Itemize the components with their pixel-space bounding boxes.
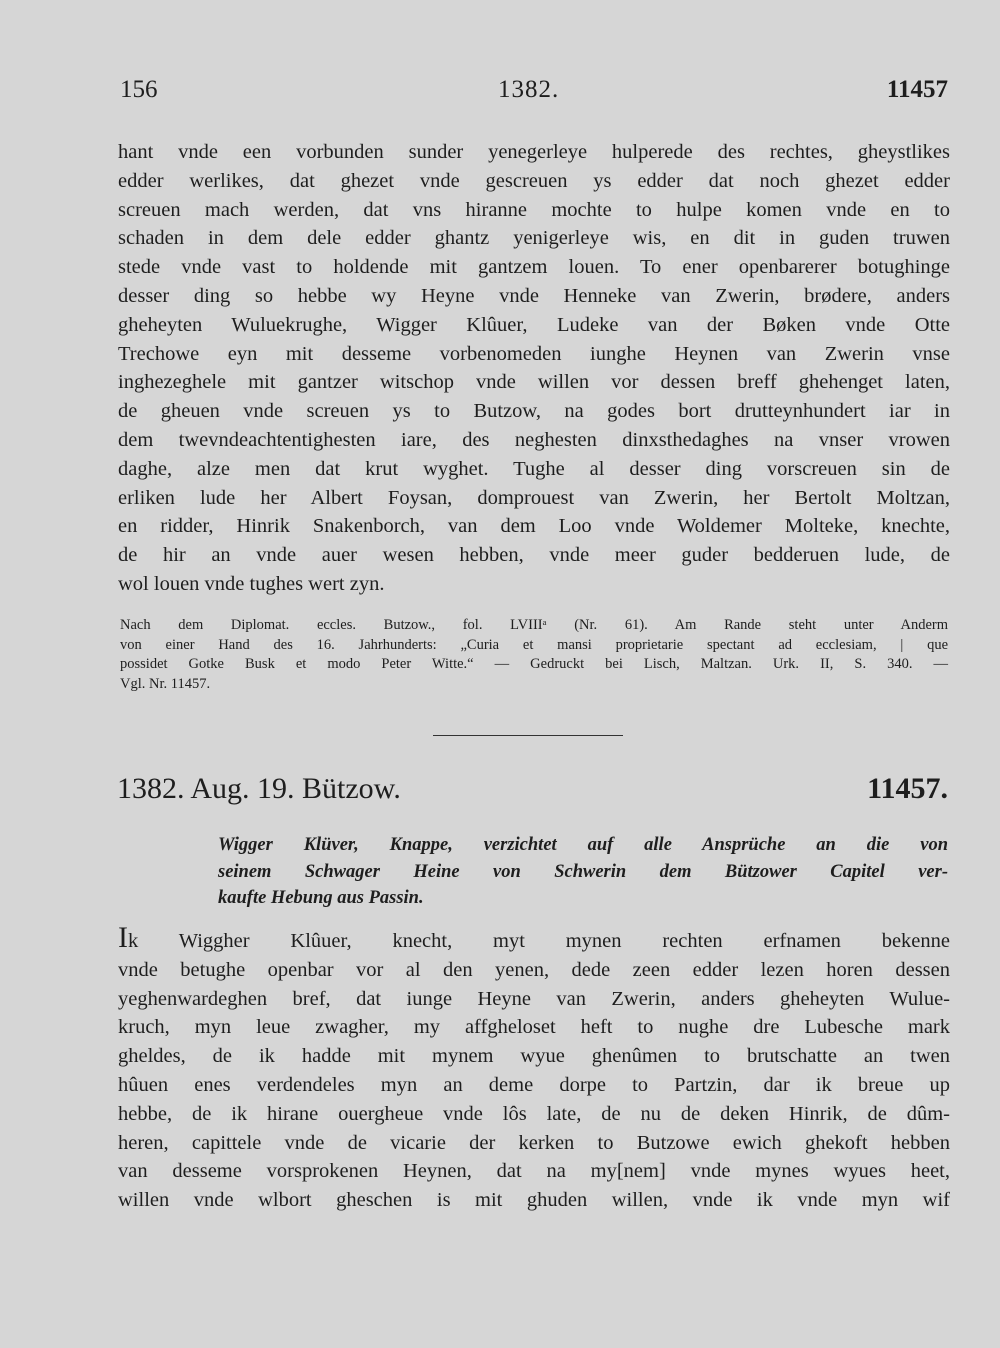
text-line: schaden in dem dele edder ghantz yenigerleye wis, en dit in guden truwen	[118, 227, 950, 250]
entry-text	[118, 921, 950, 1215]
text-line: yeghenwardeghen bref, dat iunge Heyne van Zwerin, anders gheheyten Wulue-	[118, 987, 950, 1010]
text-line: gheheyten Wuluekrughe, Wigger Klûuer, Ludeke van der Bøken vnde Otte	[118, 313, 950, 336]
text-line-first	[118, 921, 950, 956]
text-line: hebbe, de ik hirane ouergheue vnde lôs late, de nu de deken Hinrik, de dûm-	[118, 1102, 950, 1125]
note-line: possidet Gotke Busk et modo Peter Witte.“ — Gedruckt bei Lisch, Maltzan. Urk. II, S. 340. —	[120, 656, 948, 672]
text-line: de gheuen vnde screuen ys to Butzow, na godes bort drutteynhundert iar in	[118, 400, 950, 423]
text-line: dem twevndeachtentighesten iare, des neghesten dinxsthedaghes na vnser vrowen	[118, 428, 950, 451]
section-divider	[433, 735, 623, 736]
header-document-number: 11457	[886, 76, 948, 103]
text-line: en ridder, Hinrik Snakenborch, van dem Loo vnde Woldemer Molteke, knechte,	[118, 515, 950, 538]
text-line: gheldes, de ik hadde mit mynem wyue ghenûmen to brutschatte an twen	[118, 1045, 950, 1068]
source-note	[120, 616, 948, 694]
note-line: Nach dem Diplomat. eccles. Butzow., fol. LVIIIᵃ (Nr. 61). Am Rande steht unter Anderm	[120, 617, 948, 633]
entry-number: 11457.	[867, 772, 948, 805]
text-line: stede vnde vast to holdende mit gantzem louen. To ener openbarerer botughinge	[118, 256, 950, 279]
text-line: erliken lude her Albert Foysan, domprouest van Zwerin, her Bertolt Moltzan,	[118, 486, 950, 509]
text-line: vnde betughe openbar vor al den yenen, dede zeen edder lezen horen dessen	[118, 958, 950, 981]
summary-line: kaufte Hebung aus Passin.	[218, 888, 424, 908]
header-year: 1382.	[498, 76, 560, 103]
text-line: van desseme vorsprokenen Heynen, dat na my[nem] vnde mynes wyues heet,	[118, 1160, 950, 1183]
summary-line: seinem Schwager Heine von Schwerin dem Bützower Capitel ver-	[218, 861, 948, 882]
page-number: 156	[120, 76, 158, 103]
first-line-text: k Wiggher Klûuer, knecht, myt mynen rechten erfnamen bekenne	[128, 930, 950, 952]
text-line: hant vnde een vorbunden sunder yenegerleye hulperede des rechtes, gheystlikes	[118, 141, 950, 163]
text-line: inghezeghele mit gantzer witschop vnde willen vor dessen breff ghehenget laten,	[118, 371, 950, 394]
text-line: kruch, myn leue zwagher, my affgheloset heft to nughe dre Lubesche mark	[118, 1016, 950, 1039]
entry-heading	[117, 772, 948, 820]
summary-line: Wigger Klüver, Knappe, verzichtet auf alle Ansprüche an die von	[218, 835, 948, 855]
text-line: de hir an vnde auer wesen hebben, vnde meer guder bedderuen lude, de	[118, 544, 950, 567]
text-line: wol louen vnde tughes wert zyn.	[118, 572, 385, 595]
text-line: heren, capittele vnde de vicarie der kerken to Butzowe ewich ghekoft hebben	[118, 1131, 950, 1154]
text-line: edder werlikes, dat ghezet vnde gescreuen ys edder dat noch ghezet edder	[118, 169, 950, 192]
initial-letter: I	[118, 921, 128, 954]
note-line: Vgl. Nr. 11457.	[120, 675, 211, 692]
entry-summary	[218, 832, 948, 912]
text-line: Trechowe eyn mit desseme vorbenomeden iunghe Heynen van Zwerin vnse	[118, 342, 950, 365]
note-line: von einer Hand des 16. Jahrhunderts: „Curia et mansi proprietarie spectant ad ecclesiam, | que	[120, 636, 948, 653]
text-line: desser ding so hebbe wy Heyne vnde Henneke van Zwerin, brødere, anders	[118, 284, 950, 307]
text-line: willen vnde wlbort gheschen is mit ghuden willen, vnde ik vnde myn wif	[118, 1189, 950, 1212]
entry-date-place: 1382. Aug. 19. Bützow.	[117, 772, 401, 805]
text-line: screuen mach werden, dat vns hiranne mochte to hulpe komen vnde en to	[118, 198, 950, 221]
text-line: daghe, alze men dat krut wyghet. Tughe al desser ding vorscreuen sin de	[118, 457, 950, 480]
text-line: hûuen enes verdendeles myn an deme dorpe to Partzin, dar ik breue up	[118, 1073, 950, 1096]
running-header	[120, 76, 948, 112]
previous-document-text	[118, 138, 950, 599]
